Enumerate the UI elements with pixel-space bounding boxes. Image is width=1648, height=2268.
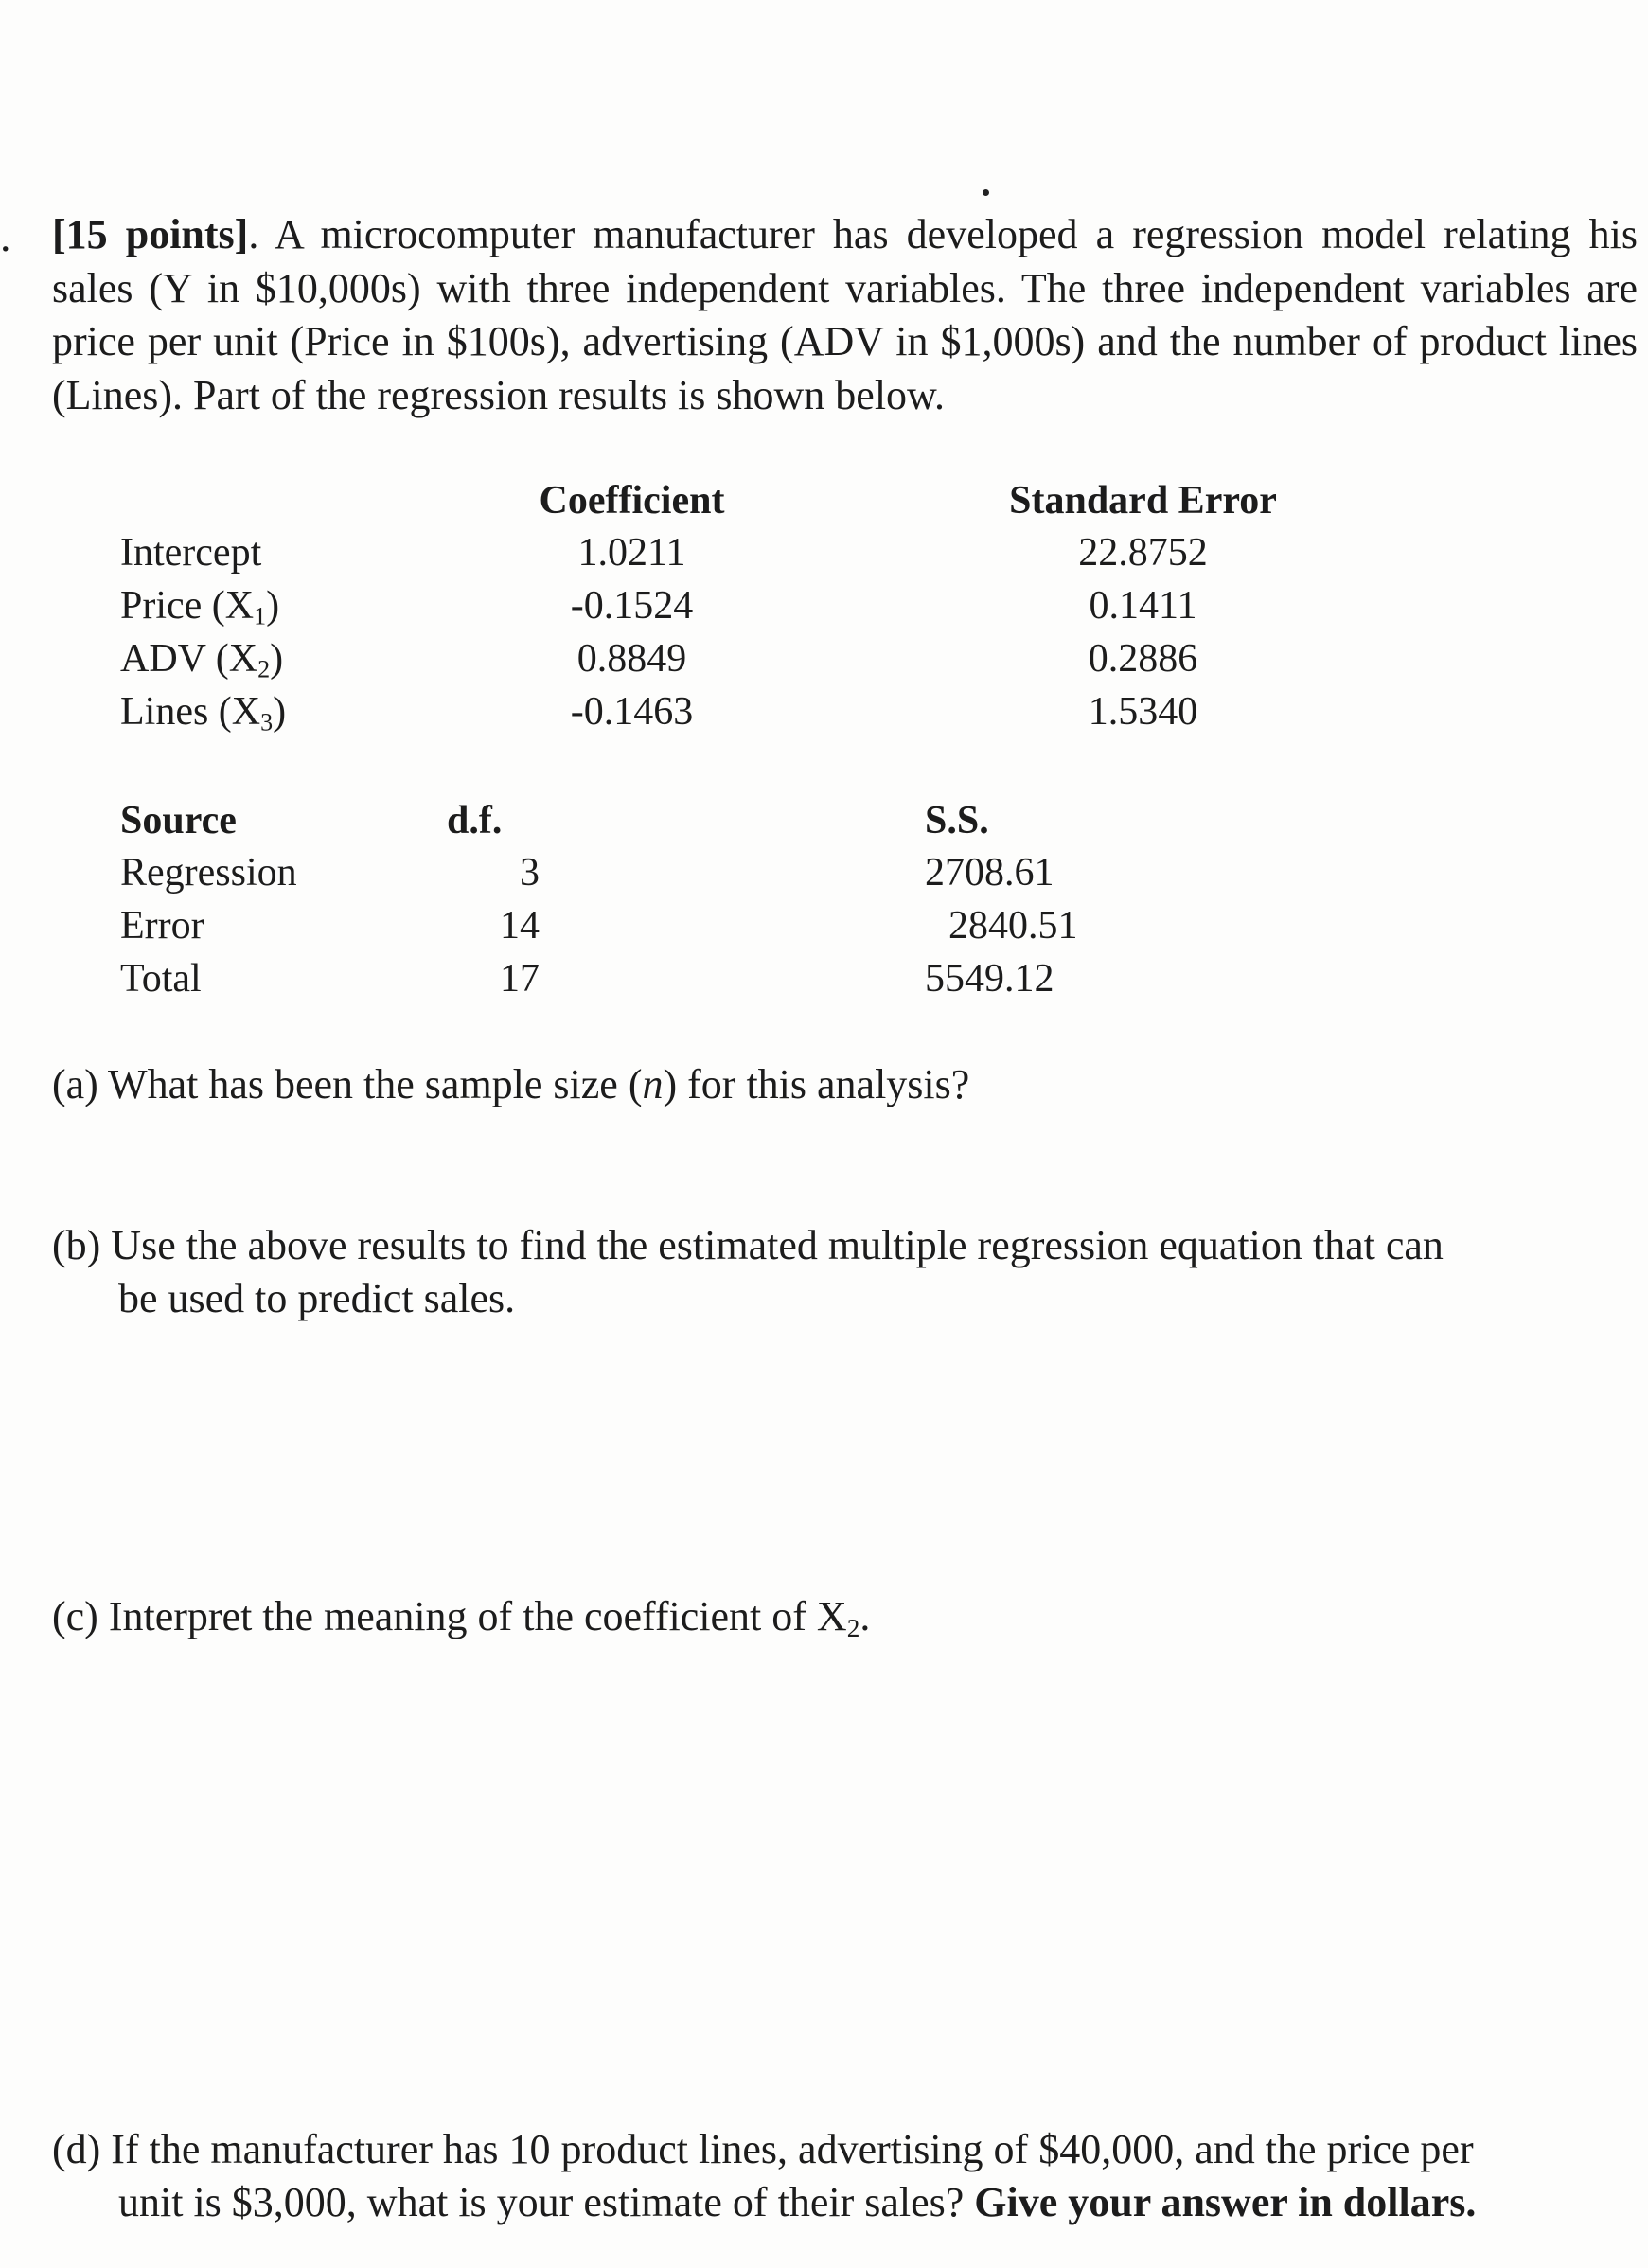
coef-value: -0.1524 [570, 584, 694, 628]
ss-value: 5549.12 [925, 957, 1054, 1001]
ss-value: 2708.61 [925, 851, 1054, 895]
coefficient-header: Coefficient [539, 479, 725, 523]
question-intro [52, 208, 1638, 422]
intro-text: . A microcomputer manufacturer has developed a regression model relating his sales (Y in $10,000s) with three independent variables. The three independent variables are price per unit (Price in $100s), advertising (ADV in $1,000s) and the number of product lines (Lines). Part of the regression results is shown below. [52, 211, 1638, 418]
df-value: 14 [500, 904, 540, 948]
source-header: Source [120, 799, 237, 842]
stray-mark [983, 189, 989, 196]
source-label: Error [120, 904, 204, 948]
coef-value: 1.0211 [577, 531, 686, 575]
df-header: d.f. [447, 799, 503, 842]
part-a: (a) What has been the sample size (n) for this analysis? [52, 1061, 970, 1107]
coef-label: Intercept [120, 531, 262, 575]
se-value: 0.1411 [1089, 584, 1197, 628]
coef-label: Price $(X_1)$ [120, 584, 280, 630]
part-c: (c) Interpret the meaning of the coefficient of $X_2$. [52, 1593, 871, 1642]
ss-header: S.S. [925, 799, 989, 842]
source-label: Total [120, 957, 202, 1001]
df-value: 3 [520, 851, 540, 895]
ss-value: 2840.51 [948, 904, 1078, 948]
part-b [52, 1219, 1444, 1325]
part-d-line1: (d) If the manufacturer has 10 product lines, advertising of $40,000, and the price per [52, 2126, 1474, 2172]
coef-value: -0.1463 [570, 690, 694, 734]
part-b-line1: (b) Use the above results to find the estimated multiple regression equation that can [52, 1222, 1444, 1268]
se-value: 22.8752 [1078, 531, 1208, 575]
se-value: 0.2886 [1088, 637, 1198, 681]
part-d-line2: unit is $3,000, what is your estimate of their sales? Give your answer in dollars. [118, 2179, 1477, 2225]
points-label: [15 points] [52, 211, 249, 257]
coef-label: ADV $(X_2)$ [120, 637, 284, 683]
se-value: 1.5340 [1088, 690, 1198, 734]
df-value: 17 [500, 957, 540, 1001]
coef-label: Lines $(X_3)$ [120, 690, 287, 736]
part-d [52, 2123, 1476, 2229]
coef-value: 0.8849 [576, 637, 687, 681]
question-number: . [0, 212, 11, 260]
source-label: Regression [120, 851, 297, 895]
std-error-header: Standard Error [1009, 479, 1277, 523]
part-b-line2: be used to predict sales. [118, 1275, 516, 1321]
